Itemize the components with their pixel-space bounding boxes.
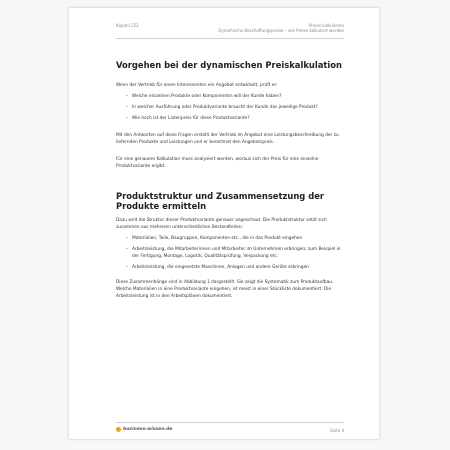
section2-paragraph: Diese Zusammenhänge sind in Abbildung 1 dargestellt. Sie zeigt die Systematik zum Produktaufbau. Welche Materialien in eine Produktvariante eingehen, ist meist in einer Stückliste dokumentiert. Die Arbeitsleistung ist in den Arbeitsplänen dokumentiert.	[116, 279, 334, 299]
section1-heading: Vorgehen bei der dynamischen Preiskalkulation	[116, 60, 342, 70]
chapter-label: Kapitel 222	[116, 23, 139, 28]
section1-list	[116, 93, 344, 122]
site-logo[interactable]	[116, 427, 172, 432]
page-content	[116, 60, 344, 300]
header-title	[218, 23, 344, 33]
section2-heading: Produktstruktur und Zusammensetzung der Produkte ermitteln	[116, 190, 325, 211]
list-item: – Wie hoch ist der Listenpreis für diese Produktvariante?	[126, 115, 344, 122]
header-divider	[116, 38, 344, 39]
list-item: – Welche einzelnen Produkte oder Komponenten will der Kunde haben?	[126, 93, 344, 100]
list-item: – Arbeitsleistung, die eingesetzte Maschinen, Anlagen und andere Geräte erbringen	[126, 264, 344, 271]
section2-list	[116, 235, 344, 271]
section2-intro: Dazu wird die Struktur dieser Produktvariante genauer angeschaut. Die Produktstruktur setzt sich zusammen aus mehreren unterschiedlichen Bestandteilen:	[116, 217, 327, 230]
section1-paragraph: Mit den Antworten auf diese Fragen erstellt der Vertrieb im Angebot eine Leistungsbeschreibung der zu liefernden Produkte und Leistungen und er berechnet den Angebotspreis.	[116, 132, 339, 145]
section1-paragraph: Für eine genauere Kalkulation muss analysiert werden, woraus sich der Preis für eine einzelne Produktvariante ergibt.	[116, 156, 319, 169]
logo-text: business-wissen.de	[123, 427, 173, 432]
header-title-line2: Dynamische Beschaffungspreise – wie Preise kalkuliert werden	[218, 28, 344, 33]
footer-divider	[116, 422, 344, 423]
logo-icon	[116, 427, 121, 432]
document-page	[69, 8, 379, 439]
list-item: – In welcher Ausführung oder Produktvariante braucht der Kunde das jeweilige Produkt?	[126, 104, 344, 111]
list-item: – Arbeitsleistung, die Mitarbeiterinnen und Mitarbeiter im Unternehmen erbringen; zum Beispiel in der Fertigung, Montage, Logistik, Qualitätsprüfung, Verpackung etc.	[126, 246, 344, 260]
page-number: Seite 4	[330, 428, 344, 433]
header-title-line1: Preise kalkulieren	[308, 23, 344, 28]
section1-intro: Wenn der Vertrieb für einen Interessenten ein Angebot entwickelt, prüft er:	[116, 82, 278, 88]
list-item: – Materialien, Teile, Baugruppen, Komponenten etc., die in das Produkt eingehen	[126, 235, 344, 242]
